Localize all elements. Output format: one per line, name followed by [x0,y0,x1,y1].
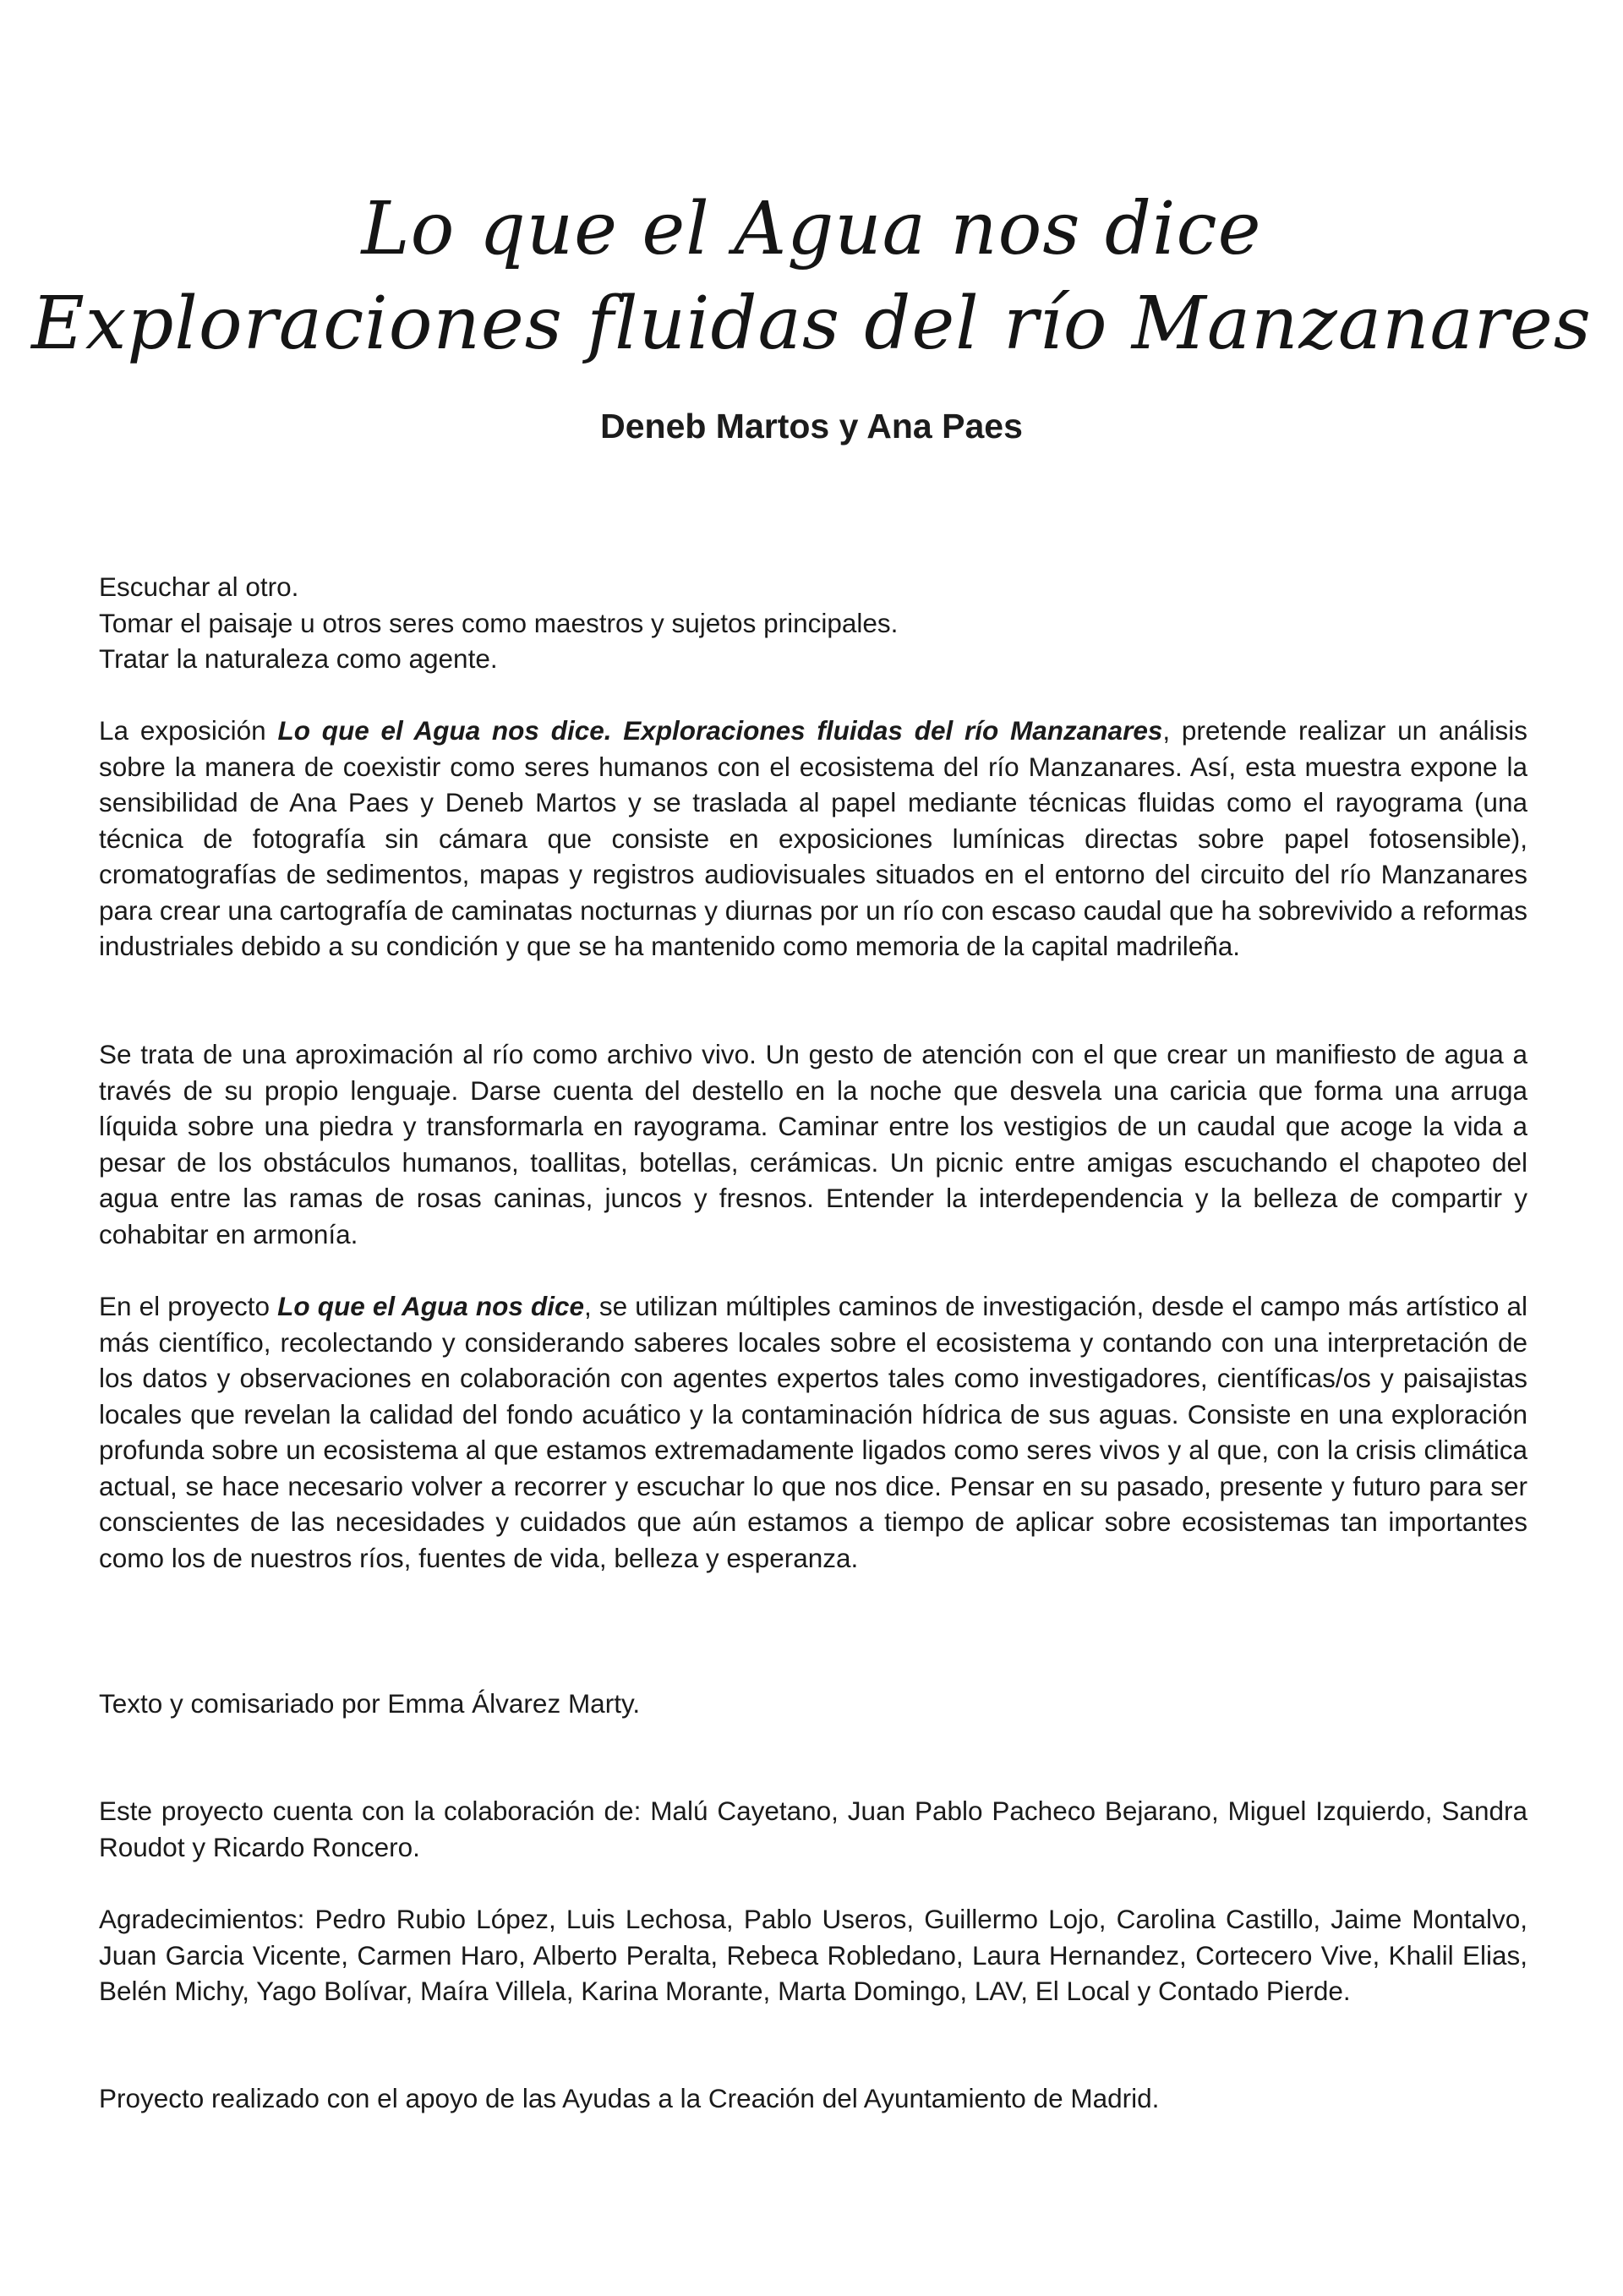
funding-note: Proyecto realizado con el apoyo de las Ayudas a la Creación del Ayuntamiento de Madrid. [99,2083,1160,2113]
paragraph-exhibition-after: , pretende realizar un análisis sobre la manera de coexistir como seres humanos con el ecosistema del río Manzanares. Así, esta muestra expone la sensibilidad de Ana Paes y Deneb Martos y se traslada al papel mediante técnicas fluidas como el rayograma (una técnica de fotografía sin cámara que consiste en exposiciones lumínicas directas sobre papel fotosensible), cromatografías de sedimentos, mapas y registros audiovisuales situados en el entorno del circuito del río Manzanares para crear una cartografía de caminatas nocturnas y diurnas por un río con escaso caudal que ha sobrevivido a reformas industriales debido a su condición y que se ha mantenido como memoria de la capital madrileña. [99,715,1527,961]
paragraph-project-text [99,1288,1527,1576]
acknowledgements: Agradecimientos: Pedro Rubio López, Luis Lechosa, Pablo Useros, Guillermo Lojo, Carolina Castillo, Jaime Montalvo, Juan Garcia Vicente, Carmen Haro, Alberto Peralta, Rebeca Robledano, Laura Hernandez, Cortecero Vive, Khalil Elias, Belén Michy, Yago Bolívar, Maíra Villela, Karina Morante, Marta Domingo, LAV, El Local y Contado Pierde. [99,1904,1527,2006]
intro-line: Tomar el paisaje u otros seres como maestros y sujetos principales. [99,607,899,638]
paragraph-project [99,1288,1527,1576]
intro-line: Escuchar al otro. [99,571,299,602]
page-title [0,182,1623,371]
paragraph-exhibition-text [99,713,1527,965]
intro-line: Tratar la naturaleza como agente. [99,643,498,674]
exhibition-title-emphasis: Lo que el Agua nos dice. Exploraciones fluidas del río Manzanares [277,715,1163,746]
collaboration-credits: Este proyecto cuenta con la colaboración de: Malú Cayetano, Juan Pablo Pacheco Bejarano, Miguel Izquierdo, Sandra Roudot y Ricardo Roncero. [99,1796,1527,1862]
title-line-1: Lo que el Agua nos dice [361,187,1262,271]
paragraph-exhibition [99,713,1527,965]
paragraph-living-archive [99,1036,1527,1252]
project-title-emphasis: Lo que el Agua nos dice [277,1291,585,1321]
paragraph-project-after: , se utilizan múltiples caminos de investigación, desde el campo más artístico al más científico, recolectando y considerando saberes locales sobre el ecosistema y contando con una interpretación de los datos y observaciones en colaboración con agentes expertos tales como investigadores, científicas/os y paisajistas locales que revelan la calidad del fondo acuático y la contaminación hídrica de sus aguas. Consiste en una exploración profunda sobre un ecosistema al que estamos extremadamente ligados como seres vivos y al que, con la crisis climática actual, se hace necesario volver a recorrer y escuchar lo que nos dice. Pensar en su pasado, presente y futuro para ser conscientes de las necesidades y cuidados que aún estamos a tiempo de aplicar sobre ecosistemas tan importantes como los de nuestros ríos, fuentes de vida, belleza y esperanza. [99,1291,1527,1573]
authors-byline: Deneb Martos y Ana Paes [600,407,1023,446]
intro-lines [99,569,1527,677]
paragraph-living-archive-text: Se trata de una aproximación al río como archivo vivo. Un gesto de atención con el que crear un manifiesto de agua a través de su propio lenguaje. Darse cuenta del destello en la noche que desvela una caricia que forma una arruga líquida sobre una piedra y transformarla en rayograma. Caminar entre los vestigios de un caudal que acoge la vida a pesar de los obstáculos humanos, toallitas, botellas, cerámicas. Un picnic entre amigas escuchando el chapoteo del agua entre las ramas de rosas caninas, juncos y fresnos. Entender la interdependencia y la belleza de compartir y cohabitar en armonía. [99,1039,1527,1249]
paragraph-exhibition-before: La exposición [99,715,278,746]
curator-credit: Texto y comisariado por Emma Álvarez Marty. [99,1688,641,1719]
title-line-2: Exploraciones fluidas del río Manzanares [31,282,1592,366]
paragraph-project-before: En el proyecto [99,1291,278,1321]
